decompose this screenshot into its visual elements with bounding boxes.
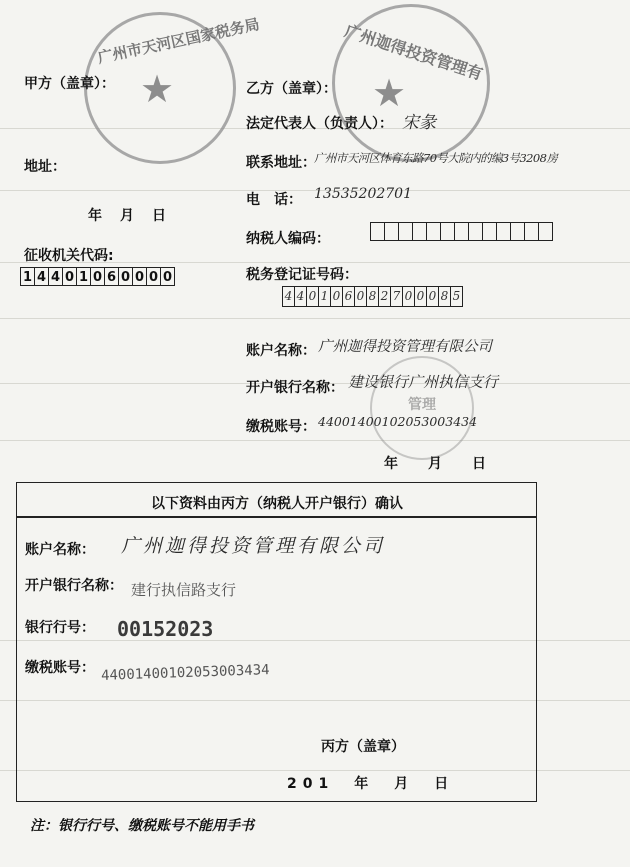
tax-reg-label: 税务登记证号码：: [246, 267, 358, 283]
taxpayer-code-cell: [370, 222, 385, 241]
tax-reg-digit: 0: [330, 286, 343, 307]
collection-code-boxes: [20, 267, 175, 286]
tax-account-value: 44001400102053003434: [318, 414, 478, 429]
tax-reg-digit: 8: [366, 286, 379, 307]
confirm-title: 以下资料由丙方（纳税人开户银行）确认: [151, 496, 403, 512]
party-c-label: 丙方（盖章）: [321, 739, 405, 755]
stamp-b-text: 广州迦得投资管理有: [342, 21, 486, 84]
collection-code-digit: 1: [20, 267, 35, 286]
party-b-label: 乙方（盖章）：: [246, 81, 337, 97]
confirm-bank-label: 开户银行名称：: [25, 578, 123, 594]
taxpayer-code-cell: [426, 222, 441, 241]
tax-account-label: 缴税账号：: [246, 419, 316, 435]
bank-confirmation-box: [16, 482, 537, 802]
taxpayer-code-cell: [524, 222, 539, 241]
stamp-star-icon: ★: [140, 67, 175, 111]
collection-code-digit: 0: [62, 267, 77, 286]
taxpayer-code-cell: [496, 222, 511, 241]
tax-reg-digit: 6: [342, 286, 355, 307]
confirm-account-name-label: 账户名称：: [25, 542, 95, 558]
tax-reg-boxes: [282, 286, 463, 307]
contact-address-label: 联系地址：: [246, 155, 316, 171]
taxpayer-code-boxes: [370, 222, 553, 241]
collection-code-digit: 4: [34, 267, 49, 286]
taxpayer-code-cell: [468, 222, 483, 241]
bank-name-value: 建设银行广州执信支行: [348, 373, 499, 391]
confirm-account-name-value: 广州迦得投资管理有限公司: [121, 535, 386, 557]
legal-rep-value: 宋彖: [402, 113, 436, 133]
confirm-date: 201 年 月 日: [287, 776, 455, 792]
taxpayer-code-cell: [398, 222, 413, 241]
confirm-bank-no-value: 00152023: [117, 617, 214, 641]
account-name-label: 账户名称：: [246, 343, 316, 359]
stamp-c-text: 管理: [408, 397, 436, 413]
bank-name-label: 开户银行名称：: [246, 380, 344, 396]
tax-reg-digit: 1: [318, 286, 331, 307]
footnote: 注：银行行号、缴税账号不能用手书: [30, 818, 254, 834]
collection-code-digit: 0: [146, 267, 161, 286]
tax-reg-digit: 5: [450, 286, 463, 307]
tax-reg-digit: 7: [390, 286, 403, 307]
tax-reg-digit: 0: [402, 286, 415, 307]
collection-code-digit: 6: [104, 267, 119, 286]
tax-reg-digit: 0: [414, 286, 427, 307]
taxpayer-code-cell: [538, 222, 553, 241]
stamp-a-text: 广州市天河区国家税务局: [96, 15, 262, 67]
contact-address-value: 广州市天河区体育东路70号大院内的编3号3208房: [314, 151, 558, 165]
collection-code-digit: 0: [90, 267, 105, 286]
confirm-tax-account-label: 缴税账号：: [25, 660, 95, 676]
collection-code-digit: 1: [76, 267, 91, 286]
tax-reg-digit: 4: [282, 286, 295, 307]
taxpayer-code-label: 纳税人编码：: [246, 231, 330, 247]
phone-value: 13535202701: [314, 186, 412, 202]
taxpayer-code-cell: [454, 222, 469, 241]
tax-reg-digit: 2: [378, 286, 391, 307]
tax-reg-digit: 4: [294, 286, 307, 307]
party-a-address-label: 地址：: [24, 159, 66, 175]
collection-code-label: 征收机关代码:: [24, 248, 114, 264]
party-b-date: 年 月 日: [384, 456, 494, 472]
taxpayer-code-cell: [482, 222, 497, 241]
confirm-tax-account-value: 44001400102053003434: [100, 662, 270, 684]
collection-code-digit: 0: [132, 267, 147, 286]
collection-code-digit: 0: [118, 267, 133, 286]
account-name-value: 广州迦得投资管理有限公司: [318, 339, 492, 355]
legal-rep-label: 法定代表人（负责人）：: [246, 116, 393, 132]
tax-reg-digit: 0: [354, 286, 367, 307]
taxpayer-code-cell: [510, 222, 525, 241]
taxpayer-code-cell: [412, 222, 427, 241]
taxpayer-code-cell: [440, 222, 455, 241]
taxpayer-code-cell: [384, 222, 399, 241]
collection-code-digit: 4: [48, 267, 63, 286]
phone-label: 电 话：: [246, 192, 302, 208]
tax-reg-digit: 0: [306, 286, 319, 307]
confirm-bank-no-label: 银行行号：: [25, 620, 95, 636]
confirm-divider: [17, 516, 536, 518]
party-a-date: 年 月 日: [88, 208, 168, 224]
confirm-bank-value: 建行执信路支行: [131, 581, 237, 599]
tax-reg-digit: 0: [426, 286, 439, 307]
collection-code-digit: 0: [160, 267, 175, 286]
stamp-star-icon: ★: [372, 71, 407, 115]
tax-reg-digit: 8: [438, 286, 451, 307]
party-a-label: 甲方（盖章）：: [24, 76, 115, 92]
